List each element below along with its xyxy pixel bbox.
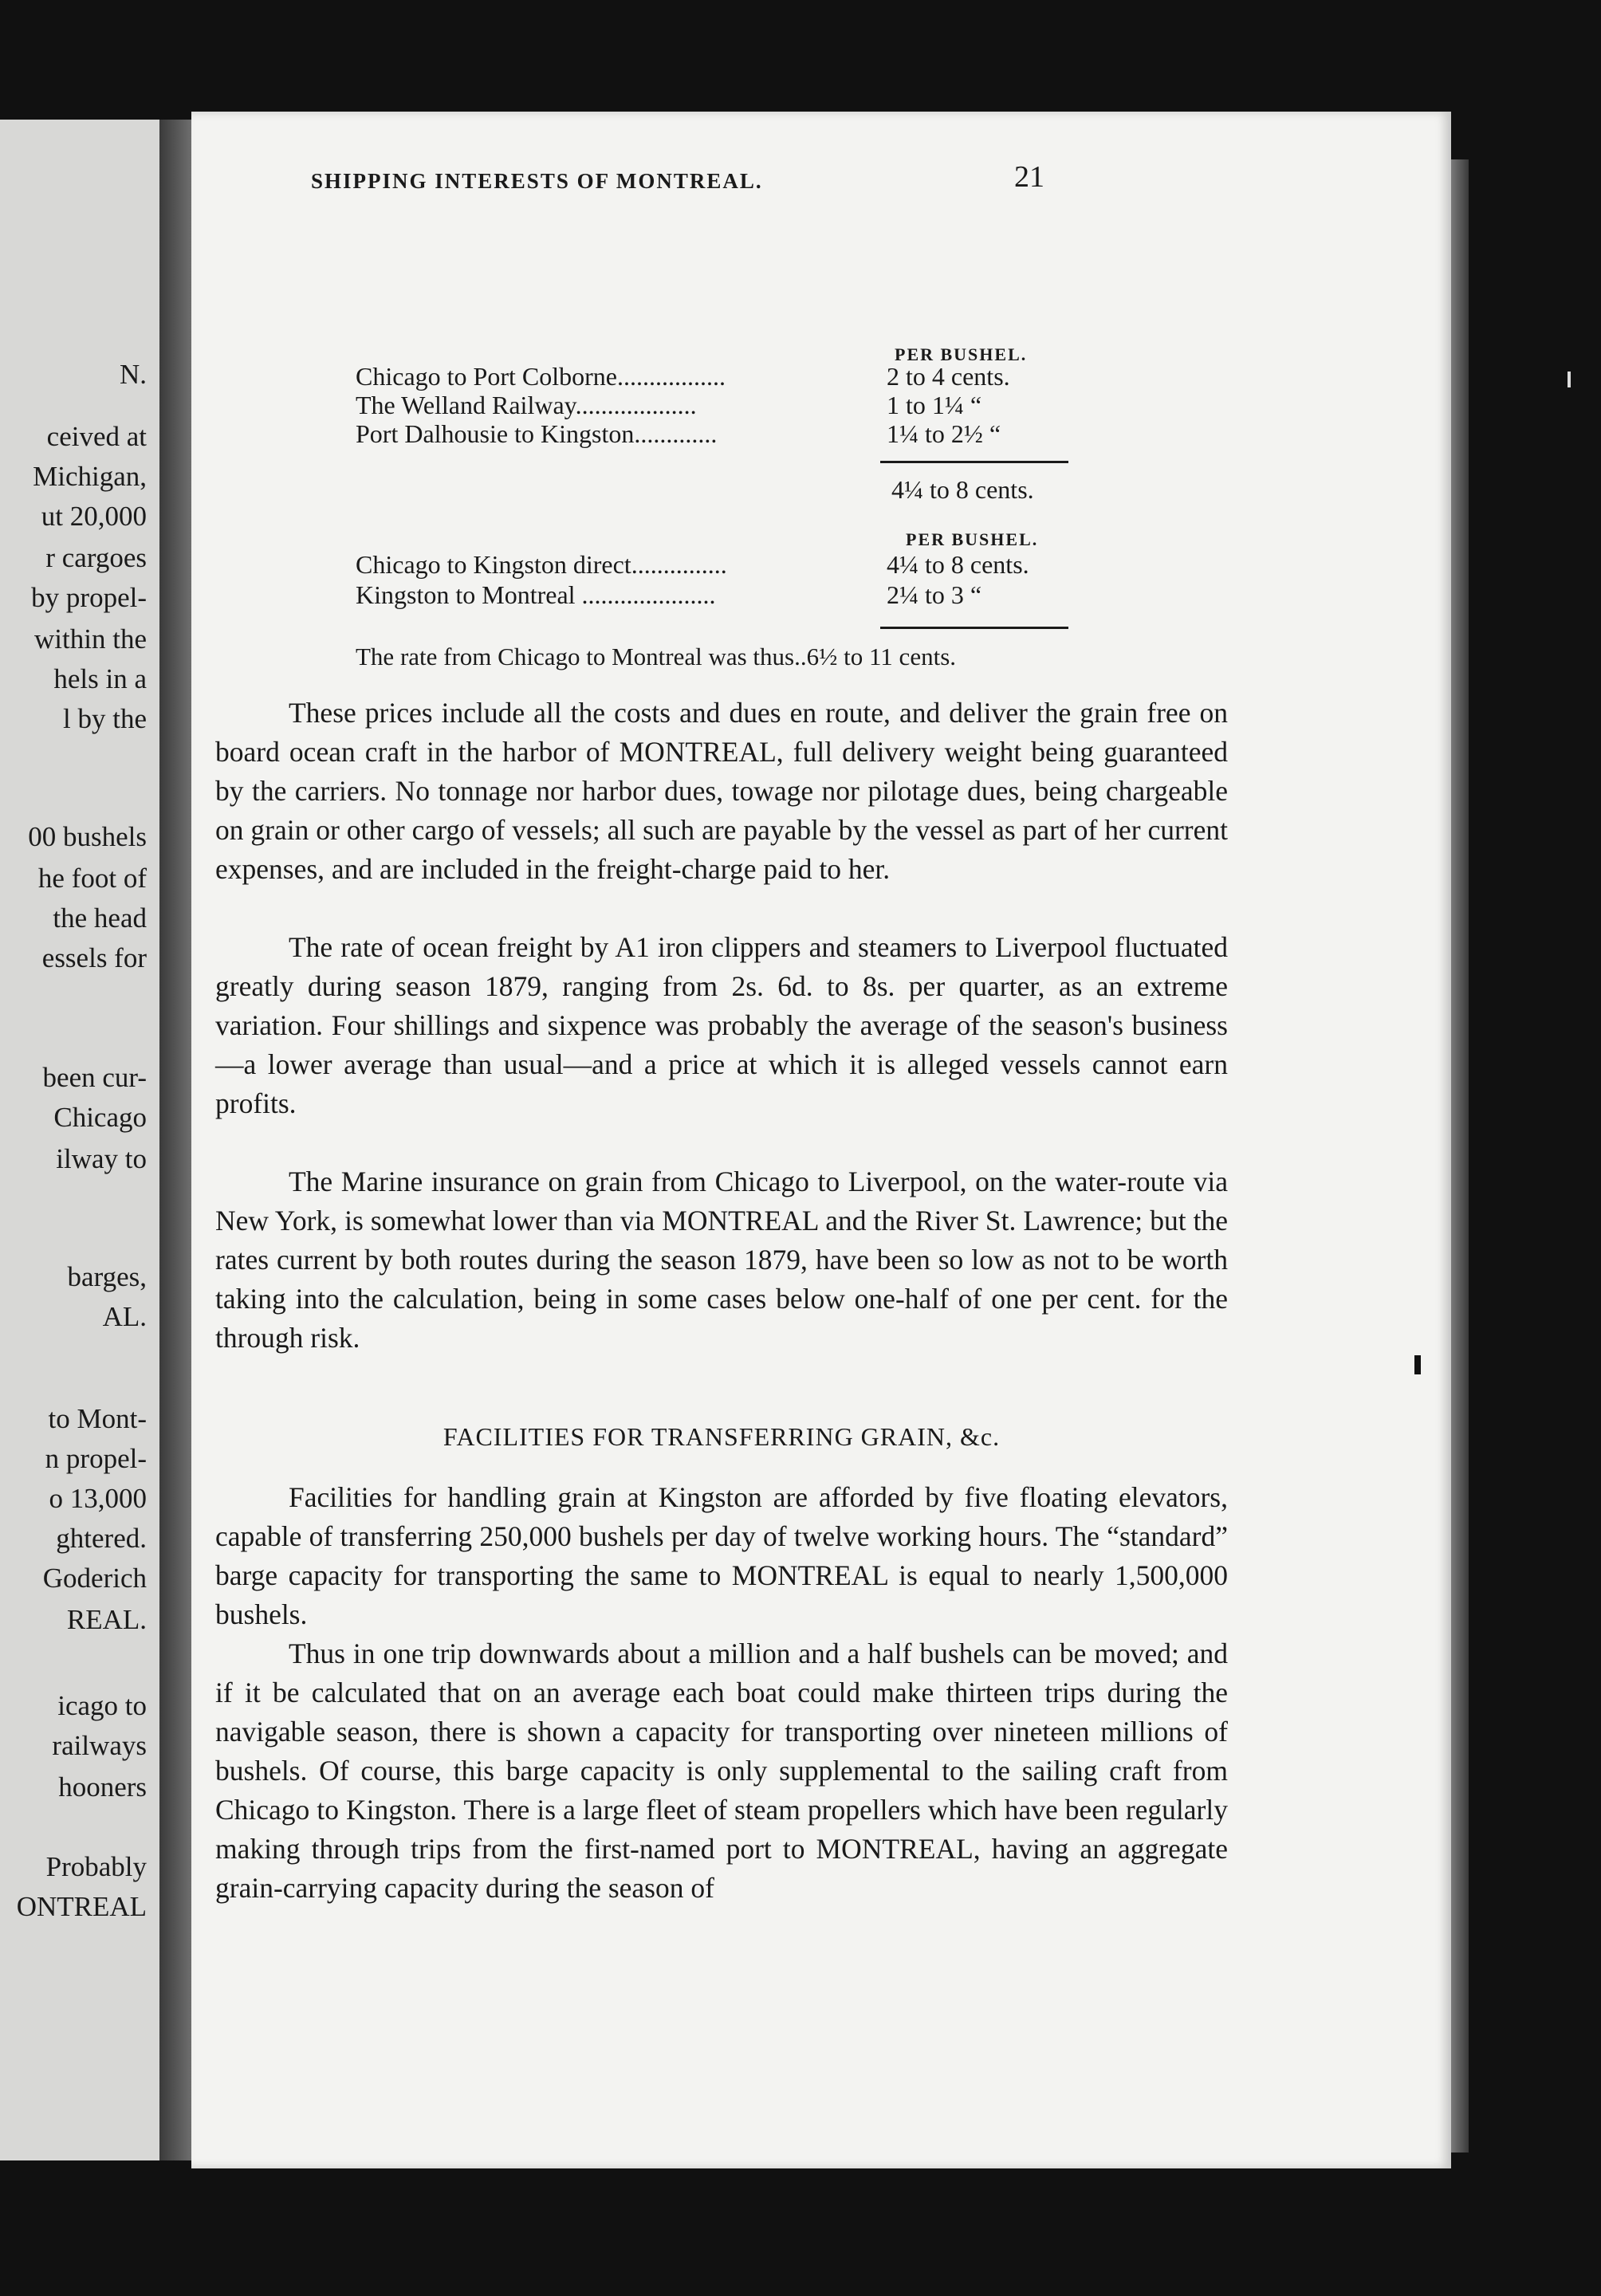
left-facing-page [0,120,159,2160]
left-page-line: hooners [58,1771,147,1803]
section-heading: FACILITIES FOR TRANSFERRING GRAIN, &c. [443,1422,1001,1451]
table1-unit-label: PER BUSHEL. [895,344,1028,364]
table2-row-1 [356,550,1089,582]
body-paragraph-4: Facilities for handling grain at Kingston are afforded by five floating elevators, capable of transferring 250,000 bushels per day of twelve working hours. The “standard” barge capacity for transporting the same to MONTREAL is equal to nearly 1,500,000 bushels. [215,1481,1228,1630]
left-page-line: icago to [57,1690,147,1721]
left-page-line: within the [34,623,147,655]
left-page-line: r cargoes [45,542,147,573]
margin-speck [1568,372,1571,387]
body-paragraph-1: These prices include all the costs and dues en route, and deliver the grain free on board ocean craft in the harbor of MONTREAL, full delivery weight being guaranteed by the carriers. No tonnage nor harbor dues, towage nor pilotage dues, being chargeable on grain or other cargo of vessels; all such are payable by the vessel as part of her current expenses, and are included in the freight-charge paid to her. [215,697,1228,885]
left-page-line: o 13,000 [49,1483,147,1514]
left-page-line: he foot of [37,863,147,894]
table1-sum-rule [880,461,1068,463]
left-page-line: AL. [102,1301,147,1332]
left-page-line: barges, [67,1261,147,1292]
left-page-line: 00 bushels [28,821,147,852]
rate-value: 4¼ to 8 cents. [887,550,1029,579]
left-page-line: been cur- [42,1062,147,1093]
left-page-line: ilway to [56,1143,147,1174]
book-gutter [159,120,191,2160]
ink-speck [1414,1355,1421,1374]
left-page-line: essels for [41,942,147,973]
rate-value: 2¼ to 3 “ [887,580,982,609]
table1-row-1 [356,362,1089,394]
page-edge-shadow [1451,159,1469,2152]
left-page-line: to Mont- [48,1403,147,1434]
table1-row-2 [356,391,1089,423]
page-number: 21 [1014,160,1044,194]
table1-row-3 [356,419,1089,451]
table2-unit-label: PER BUSHEL. [906,529,1039,549]
route-label: Port Dalhousie to Kingston............. [356,419,718,448]
table2-sum-rule [880,627,1068,629]
body-paragraph-3: The Marine insurance on grain from Chicago to Liverpool, on the water-route via New York, is somewhat lower than via MONTREAL and the River St. Lawrence; but the rates current by both routes during the season 1879, have been so low as not to be worth taking into the calculation, being in some cases below one-half of one per cent. for the through risk. [215,1166,1228,1354]
left-page-line: ceived at [46,421,147,452]
left-page-line: Michigan, [33,461,147,492]
table1-total: 4¼ to 8 cents. [891,475,1034,504]
left-page-line: ONTREAL [16,1891,147,1922]
left-page-line: l by the [63,703,147,734]
left-page-line: hels in a [53,663,147,694]
left-page-line: the head [53,902,147,934]
rate-value: 2 to 4 cents. [887,362,1010,391]
left-page-line: ut 20,000 [41,501,147,532]
left-page-line: railways [52,1730,147,1761]
body-paragraph-5: Thus in one trip downwards about a million and a half bushels can be moved; and if it be calculated that on an average each boat could make thirteen trips during the navigable season, there is shown a capacity for transporting over nineteen millions of bushels. Of course, this barge capacity is only supplemental to the sailing craft from Chicago to Kingston. There is a large fleet of steam propellers which have been regularly making through trips from the first-named port to MONTREAL, having an aggregate grain-carrying capacity during the season of [215,1637,1228,1904]
left-page-line: by propel- [31,582,147,613]
running-header: SHIPPING INTERESTS OF MONTREAL. [311,169,763,193]
table2-total-line: The rate from Chicago to Montreal was thus..6½ to 11 cents. [356,643,957,670]
route-label: Chicago to Port Colborne................. [356,362,726,391]
left-page-line: N. [119,359,147,390]
left-page-line: REAL. [66,1604,147,1635]
table2-row-2 [356,580,1089,612]
route-label: Chicago to Kingston direct............... [356,550,727,579]
body-paragraph-2: The rate of ocean freight by A1 iron clippers and steamers to Liverpool fluctuated greatly during season 1879, ranging from 2s. 6d. to 8s. per quarter, as an extreme variation. Four shillings and sixpence was probably the average of the season's business—a lower average than usual—and a price at which it is alleged vessels cannot earn profits. [215,931,1228,1119]
left-page-line: Chicago [53,1102,147,1133]
route-label: Kingston to Montreal ..................... [356,580,716,609]
rate-value: 1 to 1¼ “ [887,391,982,419]
left-page-line: Probably [45,1851,147,1882]
left-page-line: ghtered. [56,1523,147,1554]
route-label: The Welland Railway................... [356,391,697,419]
left-page-line: Goderich [42,1563,147,1594]
left-page-line: n propel- [45,1443,147,1474]
rate-value: 1¼ to 2½ “ [887,419,1001,448]
